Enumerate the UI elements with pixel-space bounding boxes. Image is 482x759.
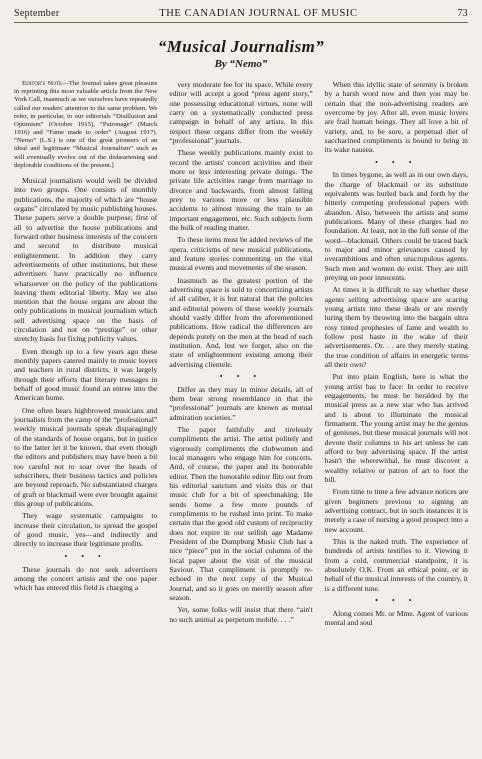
paragraph: These weekly publications mainly exist to record the artists' concert activities and their more or less interesting private doings. The private life activities range from marriage to divorce and backwards, from almost falling prey to various more or less plausible accidents to almost missing the train to an important engagement, etc. Such subjects form the bulk of reading matter.: [169, 148, 313, 232]
paragraph: When this idyllic state of serenity is broken by a harsh word now and then you may be certain that the non-advertising readers are overcome by joy. After all, even music lovers are frail human beings. They all love a bit of variety, and, to be sure, a perpetual diet of saccharined compliments is bound to bring in its wake nausea.: [324, 80, 468, 155]
column-1: [14, 80, 157, 630]
paragraph: These journals do not seek advertisers among the concert artists and the one paper which has entered this field is charging a: [14, 564, 158, 593]
paragraph: Even though up to a few years ago these monthly papers catered mainly to music lovers and teachers in rural districts, it was largely through their efforts that literary messages in behalf of good music found an entree into the American home.: [14, 346, 158, 403]
column-3: [325, 80, 468, 630]
paragraph: Differ as they may in minor details, all of them bear strong resemblance in that the “professional” journals are known as mutual admiration societies.”: [169, 384, 313, 422]
paragraph: Yet, some folks will insist that there “ain't no such animal as perpetum mobile. . . .”: [169, 605, 313, 624]
section-divider: • • •: [64, 551, 107, 561]
section-divider: • • •: [219, 371, 263, 381]
paragraph: In times bygone, as well as in our own days, the charge of blackmail or its substitute equivalents was hurled back and forth by the bitterly competing professional papers with abandon. Also, between the artists and some publications. Many of these charges had no foundation. At least, not in the full sense of the word—blackmail. Others could be traced back to major and minor grievances caused by overambitious and often unscrupulous agents. Such men and women do exist. They are still preying on poor innocents.: [324, 170, 468, 283]
section-divider: • • •: [375, 157, 418, 167]
paragraph: From time to time a few advance notices are given beginners previous to signing an advertising contract, but in such instances it is merely a case of nursing a good prospect into a new account.: [324, 487, 468, 534]
article-byline: By “Nemo”: [214, 58, 268, 70]
paragraph: Musical journalism would well be divided into two groups. One consists of monthly publications, the majority of which are “house organs” circulated by music publishing houses. These papers serve a double purpose; first of all to advertise the house publications and forward other business interests of the concern and second to distribute musical enlightenment. In addition they carry advertisements of other institutions, but these advertisers have practically no influence whatsoever on the policy of the publications leaving them editorial liberty. May we also mention that the house organs are about the only publications in musical journalism which sell advertising space on the basis of circulation and not on “prestige” or other stretchy basis for fixing publicity values.: [14, 175, 158, 344]
header-month: September: [14, 8, 60, 19]
paragraph: To these items must be added reviews of the opera, criticisms of new musical publications, and feature stories commenting on the vital musical events and movements of the season.: [169, 235, 313, 273]
journal-title: THE CANADIAN JOURNAL OF MUSIC: [159, 8, 358, 19]
paragraph: Along comes Mr. or Mme. Agent of various mental and soul: [324, 608, 468, 628]
column-2: [169, 80, 312, 630]
editor-note-text: —The Journal takes great pleasure in reprinting this most valuable article from the New York Call, inasmuch as we ourselves have repeatedly called our readers' attention to the same problem. We refer, in particular, to our editorials “Disillusion and Optimism” (October 1915), “Patronage” (March 1916) and “Fame made to order” (August 1917). “Nemo” (L.S.) is one of the great pioneers of an ideal and legitimate “Musical Journalism” such as will eventually evolve out of the disheartening and deplorable conditions of the present.]: [14, 80, 158, 169]
section-divider: • • •: [375, 595, 418, 605]
editor-note-lead: Editor's Note: [22, 80, 63, 87]
paragraph: They wage systematic campaigns to increase their circulation, to spread the gospel of good music, yes—and indirectly and directly to increase their legitimate profits.: [14, 511, 158, 549]
paragraph: Inasmuch as the greatest portion of the advertising space is sold to concertizing artists of all caliber, it is but natural that the policies and editorial powers of these weekly journals should vastly differ from the aforementioned publications. How radical the differences are depends purely on the men at the head of each institution. And, lest we forget, also on the state of enlightenment existing among their advertising clientele.: [169, 275, 313, 369]
paragraph: The paper faithfully and tirelessly compliments the artist. The artist politely and vigorously compliments the clubwomen and local managers who engage him for concerts. And, of course, the paper and its honorable editor. Then the honorable editor flits out from his editorial sanctum and visits this or that music club for a bit of speechmaking. He sends home a few more pounds of compliments to be rushed into print. To make certain that the good old custom of reciprocity does not expire in our selfish age Madame President of the Dumpburg Music Club has a nice “piece” put in the social columns of the local paper about the visit of the musical Saviour. That compliment is promptly re-echoed in the next copy of the Musical Journal, and so it goes on merrily season after season.: [169, 424, 313, 602]
paragraph: Put into plain English, here is what the young artist has to face: In order to receive engagements, he must be heralded by the musical press as a new star who has arrived and is about to illuminate the musical firmament. The young artist may be the genius of geniuses, but these musical journals will not devote their columns to his art unless he can afford to buy advertising space. If the artist hasn't the wherewithal, he must discover a wealthy relative or patron of art to foot the bill.: [324, 372, 468, 484]
paragraph: This is the naked truth. The experience of hundreds of artists testifies to it. Viewing it from a cold, commercial standpoint, it is absolutely O.K. From an ethical point, or in behalf of the musical interests of the country, it is a different tune.: [324, 536, 468, 593]
paragraph: very moderate fee for its space. While every editor will accept a good “press agent story,” one possessing educational virtues, none will carry on a systematically conducted press campaign in behalf of any artists. In this respect these organs differ from the weekly “professional” journals.: [169, 80, 313, 145]
paragraph: At times it is difficult to say whether these agents selling advertising space are scaring young artists into these deals or are merely luring them by throwing into the bargain ultra rosy tinted prophesies of fame and wealth to follow post haste in the wake of their advertisements. Or. . . are they merely stating the true condition of affairs in energetic terms all their own?: [324, 285, 468, 370]
paragraph: One often hears highbrowed musicians and journalists from the camp of the “professional” weekly musical journals speak disparagingly of the standards of house organs, but in justice to the latter let it be known, that even though the editors and publishers may have been a bit too careful not to soar over the heads of subscribers, their business tactics and policies are beyond reproach. No substantiated charges of graft or blackmail were ever brought against this group of publications.: [14, 405, 158, 509]
running-header: [14, 8, 468, 23]
page-number: 73: [457, 8, 468, 19]
article-body: [14, 80, 468, 630]
editor-note: [14, 80, 157, 170]
article-title: “Musical Journalism”: [157, 37, 325, 56]
